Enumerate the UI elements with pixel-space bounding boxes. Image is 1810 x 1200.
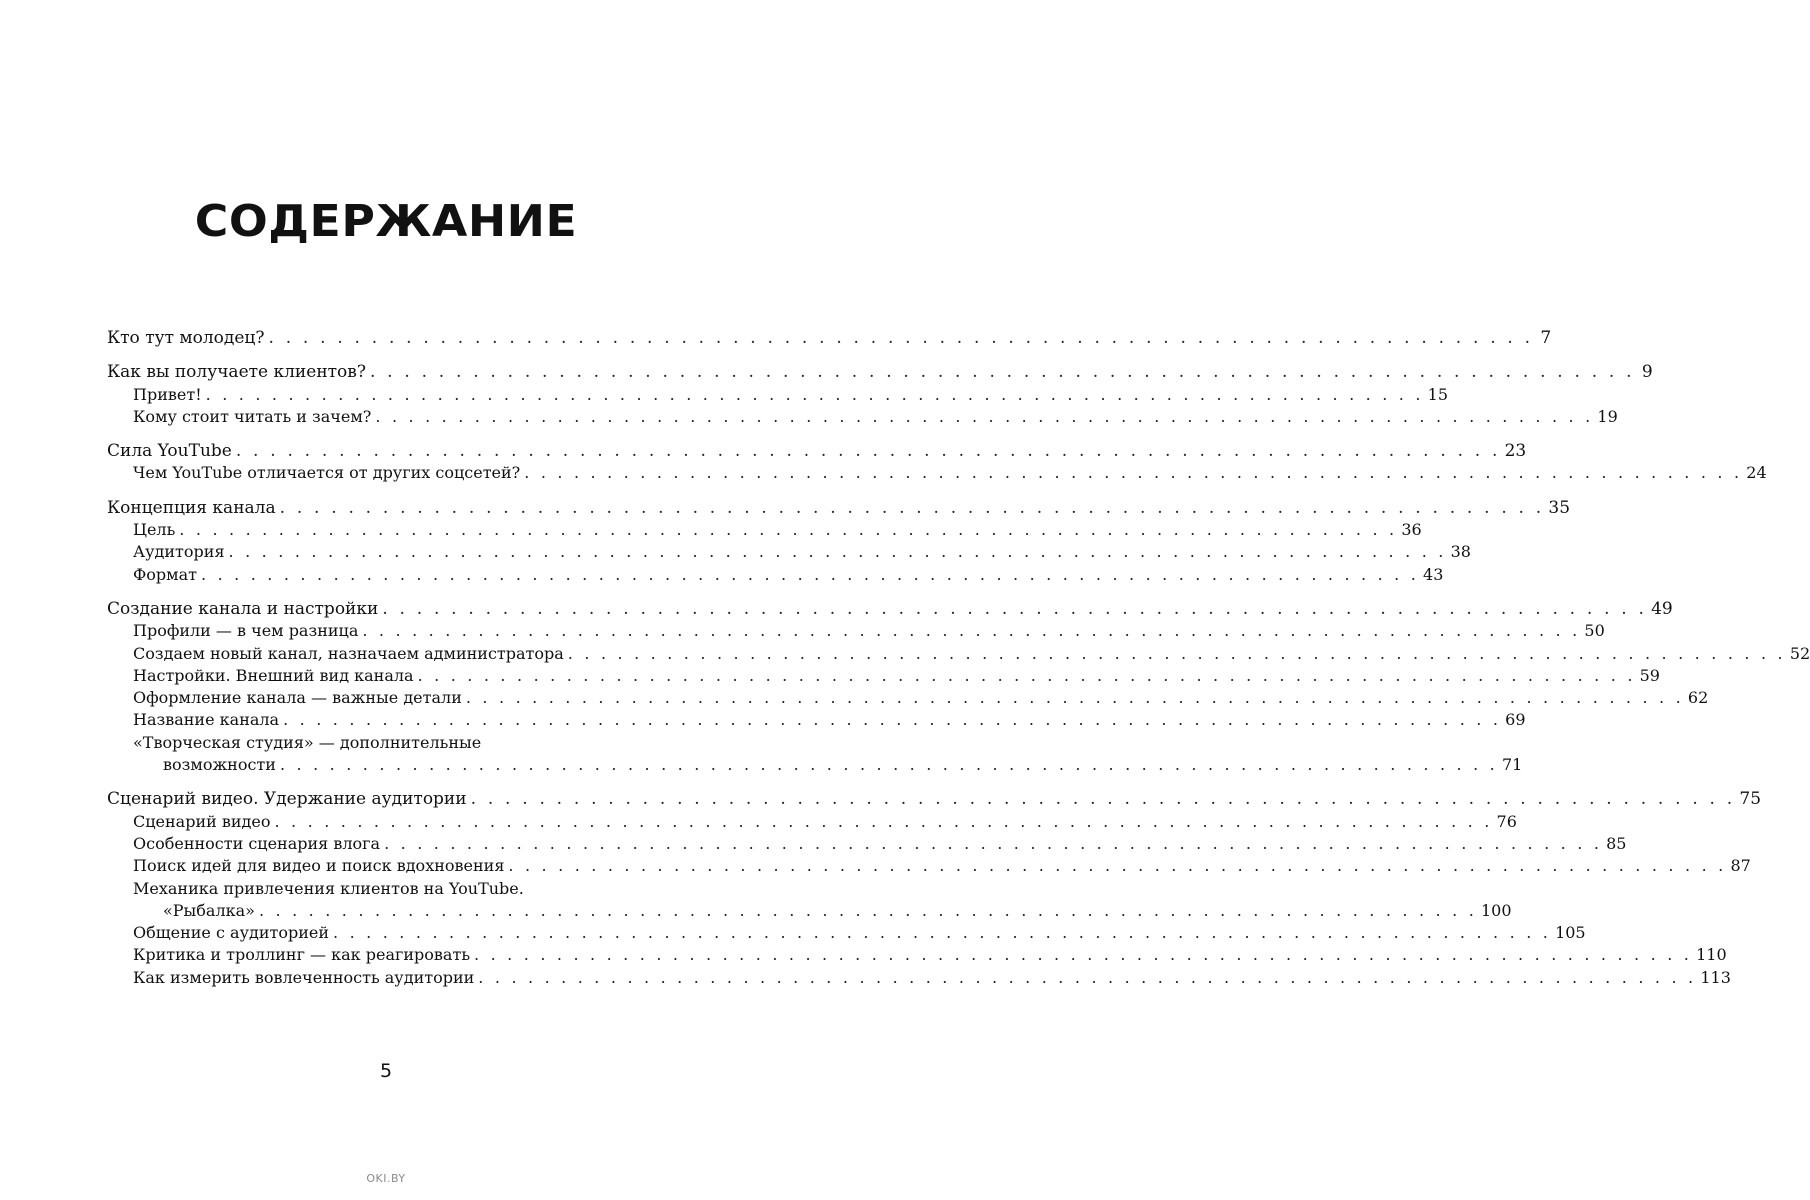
toc-subentry[interactable] [107, 541, 1471, 563]
dot-leader: . . . . . . . . . . . . . . . . . . . . . . . . . . . . . . . . . . . . . . . . . . . . . . . . . . . . . . . . . . . . . . . . . . . . . . . . . . [205, 384, 1424, 404]
toc-entry-title: Поиск идей для видео и поиск вдохновения [133, 856, 505, 876]
toc-chapter-entry[interactable] [107, 598, 1673, 620]
toc-entry-title: Профили — в чем разница [133, 621, 359, 641]
toc-subentry[interactable] [107, 922, 1586, 944]
dot-leader: . . . . . . . . . . . . . . . . . . . . . . . . . . . . . . . . . . . . . . . . . . . . . . . . . . . . . . . . . . . . . . . . . . . . . . . . . . [179, 520, 1398, 540]
toc-subentry[interactable] [107, 519, 1422, 541]
toc-entry-title: Название канала [133, 710, 280, 730]
toc-subentry-continuation[interactable] [107, 754, 1523, 776]
toc-subentry[interactable] [107, 564, 1444, 586]
dot-leader: . . . . . . . . . . . . . . . . . . . . . . . . . . . . . . . . . . . . . . . . . . . . . . . . . . . . . . . . . . . . . . . . . . . . . . . . . . [228, 542, 1447, 562]
dot-leader: . . . . . . . . . . . . . . . . . . . . . . . . . . . . . . . . . . . . . . . . . . . . . . . . . . . . . . . . . . . . . . . . . . . . . . . . . . [524, 463, 1743, 483]
toc-entry-title: Критика и троллинг — как реагировать [133, 945, 471, 965]
dot-leader: . . . . . . . . . . . . . . . . . . . . . . . . . . . . . . . . . . . . . . . . . . . . . . . . . . . . . . . . . . . . . . . . . . . . . . . . . . [201, 564, 1420, 584]
toc-entry-title: Настройки. Внешний вид канала [133, 665, 414, 685]
toc-entry-title: Сценарий видео. Удержание аудитории [107, 789, 467, 810]
toc-subentry[interactable] [107, 878, 610, 900]
dot-leader: . . . . . . . . . . . . . . . . . . . . . . . . . . . . . . . . . . . . . . . . . . . . . . . . . . . . . . . . . . . . . . . . . . . . . . . . . . [279, 497, 1545, 518]
dot-leader: . . . . . . . . . . . . . . . . . . . . . . . . . . . . . . . . . . . . . . . . . . . . . . . . . . . . . . . . . . . . . . . . . . . . . . . . . . [362, 621, 1581, 641]
toc-page-number: 62 [1687, 688, 1709, 708]
toc-section [107, 440, 1767, 485]
page-number: 5 [379, 1060, 393, 1082]
toc-section [107, 598, 1810, 776]
dot-leader: . . . . . . . . . . . . . . . . . . . . . . . . . . . . . . . . . . . . . . . . . . . . . . . . . . . . . . . . . . . . . . . . . . . . . . . . . . [384, 833, 1603, 853]
toc-chapter-entry[interactable] [107, 327, 1552, 349]
dot-leader: . . . . . . . . . . . . . . . . . . . . . . . . . . . . . . . . . . . . . . . . . . . . . . . . . . . . . . . . . . . . . . . . . . . . . . . . . . [279, 755, 1498, 775]
toc-entry-title: Сценарий видео [133, 811, 271, 831]
dot-leader: . . . . . . . . . . . . . . . . . . . . . . . . . . . . . . . . . . . . . . . . . . . . . . . . . . . . . . . . . . . . . . . . . . . . . . . . . . [268, 328, 1534, 348]
dot-leader: . . . . . . . . . . . . . . . . . . . . . . . . . . . . . . . . . . . . . . . . . . . . . . . . . . . . . . . . . . . . . . . . . . . . . . . . . . [283, 710, 1502, 730]
toc-page-number: 19 [1597, 406, 1618, 426]
toc-subentry[interactable] [107, 967, 1731, 989]
toc-entry-title: «Творческая студия» — дополнительные [133, 732, 482, 752]
toc-page-number: 7 [1540, 328, 1552, 348]
toc-subentry[interactable] [107, 709, 1526, 731]
dot-leader: . . . . . . . . . . . . . . . . . . . . . . . . . . . . . . . . . . . . . . . . . . . . . . . . . . . . . . . . . . . . . . . . . . . . . . . . . . [470, 789, 1736, 810]
toc-page-number: 9 [1641, 362, 1653, 383]
table-of-contents [107, 327, 1810, 1001]
toc-entry-title: Привет! [133, 384, 202, 404]
toc-subentry[interactable] [107, 462, 1767, 484]
toc-page-number: 43 [1423, 564, 1444, 584]
toc-entry-title: Цель [133, 520, 176, 540]
toc-chapter-entry[interactable] [107, 361, 1653, 383]
toc-page-number: 87 [1730, 856, 1751, 876]
toc-page-number: 50 [1584, 621, 1605, 641]
dot-leader: . . . . . . . . . . . . . . . . . . . . . . . . . . . . . . . . . . . . . . . . . . . . . . . . . . . . . . . . . . . . . . . . . . . . . . . . . . [375, 406, 1594, 426]
toc-page-number: 36 [1401, 520, 1422, 540]
toc-entry-title-continued: возможности [163, 755, 276, 775]
toc-subentry[interactable] [107, 665, 1660, 687]
dot-leader: . . . . . . . . . . . . . . . . . . . . . . . . . . . . . . . . . . . . . . . . . . . . . . . . . . . . . . . . . . . . . . . . . . . . . . . . . . [474, 945, 1693, 965]
toc-subentry[interactable] [107, 643, 1810, 665]
toc-page-number: 15 [1427, 384, 1449, 404]
toc-entry-title-continued: «Рыбалка» [163, 900, 255, 920]
dot-leader: . . . . . . . . . . . . . . . . . . . . . . . . . . . . . . . . . . . . . . . . . . . . . . . . . . . . . . . . . . . . . . . . . . . . . . . . . . [333, 923, 1552, 943]
toc-page-number: 52 [1789, 643, 1810, 663]
toc-page-number: 23 [1504, 441, 1527, 462]
toc-entry-title: Кому стоит читать и зачем? [133, 406, 372, 426]
toc-entry-title: Чем YouTube отличается от других соцсетей? [133, 463, 521, 483]
toc-entry-title: Как вы получаете клиентов? [107, 362, 366, 383]
toc-page-number: 69 [1505, 710, 1526, 730]
toc-entry-title: Механика привлечения клиентов на YouTube. [133, 878, 524, 898]
watermark: OKI.BY [366, 1172, 406, 1185]
toc-page-number: 38 [1450, 542, 1471, 562]
dot-leader: . . . . . . . . . . . . . . . . . . . . . . . . . . . . . . . . . . . . . . . . . . . . . . . . . . . . . . . . . . . . . . . . . . . . . . . . . . [508, 856, 1727, 876]
toc-page-number: 71 [1501, 755, 1523, 775]
toc-subentry[interactable] [107, 406, 1618, 428]
toc-page-number: 100 [1481, 900, 1512, 920]
toc-entry-title: Особенности сценария влога [133, 833, 381, 853]
toc-entry-title: Создаем новый канал, назначаем администратора [133, 643, 564, 663]
toc-section [107, 497, 1571, 586]
toc-entry-title: Оформление канала — важные детали [133, 688, 462, 708]
toc-entry-title: Формат [133, 564, 197, 584]
toc-page-number: 59 [1639, 665, 1660, 685]
toc-subentry[interactable] [107, 620, 1605, 642]
dot-leader: . . . . . . . . . . . . . . . . . . . . . . . . . . . . . . . . . . . . . . . . . . . . . . . . . . . . . . . . . . . . . . . . . . . . . . . . . . [274, 811, 1493, 831]
toc-chapter-entry[interactable] [107, 440, 1527, 462]
toc-page-number: 75 [1739, 789, 1762, 810]
toc-section [107, 361, 1653, 428]
toc-page-number: 49 [1651, 598, 1673, 619]
toc-page-number: 35 [1548, 497, 1571, 518]
toc-page-number: 113 [1700, 967, 1731, 987]
dot-leader: . . . . . . . . . . . . . . . . . . . . . . . . . . . . . . . . . . . . . . . . . . . . . . . . . . . . . . . . . . . . . . . . . . . . . . . . . . [382, 598, 1648, 619]
toc-page-number: 105 [1555, 923, 1586, 943]
dot-leader: . . . . . . . . . . . . . . . . . . . . . . . . . . . . . . . . . . . . . . . . . . . . . . . . . . . . . . . . . . . . . . . . . . . . . . . . . . [235, 441, 1501, 462]
dot-leader: . . . . . . . . . . . . . . . . . . . . . . . . . . . . . . . . . . . . . . . . . . . . . . . . . . . . . . . . . . . . . . . . . . . . . . . . . . [417, 665, 1636, 685]
dot-leader: . . . . . . . . . . . . . . . . . . . . . . . . . . . . . . . . . . . . . . . . . . . . . . . . . . . . . . . . . . . . . . . . . . . . . . . . . . [258, 900, 1477, 920]
toc-subentry[interactable] [107, 855, 1751, 877]
toc-entry-title: Как измерить вовлеченность аудитории [133, 967, 475, 987]
toc-entry-title: Кто тут молодец? [107, 328, 265, 348]
toc-page-number: 85 [1606, 833, 1627, 853]
toc-subentry[interactable] [107, 811, 1517, 833]
toc-entry-title: Аудитория [133, 542, 225, 562]
toc-section [107, 327, 1552, 349]
toc-entry-title: Концепция канала [107, 497, 276, 518]
toc-page-number: 24 [1746, 463, 1767, 483]
dot-leader: . . . . . . . . . . . . . . . . . . . . . . . . . . . . . . . . . . . . . . . . . . . . . . . . . . . . . . . . . . . . . . . . . . . . . . . . . . [567, 643, 1786, 663]
dot-leader: . . . . . . . . . . . . . . . . . . . . . . . . . . . . . . . . . . . . . . . . . . . . . . . . . . . . . . . . . . . . . . . . . . . . . . . . . . [465, 688, 1684, 708]
toc-subentry[interactable] [107, 833, 1627, 855]
toc-entry-title: Общение с аудиторией [133, 923, 330, 943]
toc-subentry[interactable] [107, 384, 1449, 406]
page-title: СОДЕРЖАНИЕ [194, 196, 578, 247]
toc-chapter-entry[interactable] [107, 788, 1762, 810]
toc-entry-title: Сила YouTube [107, 441, 232, 462]
toc-subentry-continuation[interactable] [107, 900, 1512, 922]
dot-leader: . . . . . . . . . . . . . . . . . . . . . . . . . . . . . . . . . . . . . . . . . . . . . . . . . . . . . . . . . . . . . . . . . . . . . . . . . . [478, 967, 1697, 987]
toc-page-number: 76 [1496, 811, 1517, 831]
toc-subentry[interactable] [107, 687, 1709, 709]
toc-entry-title: Создание канала и настройки [107, 598, 379, 619]
dot-leader: . . . . . . . . . . . . . . . . . . . . . . . . . . . . . . . . . . . . . . . . . . . . . . . . . . . . . . . . . . . . . . . . . . . . . . . . . . [369, 362, 1635, 383]
toc-section [107, 788, 1762, 989]
toc-subentry[interactable] [107, 944, 1727, 966]
toc-chapter-entry[interactable] [107, 497, 1571, 519]
toc-page-number: 110 [1696, 945, 1727, 965]
toc-subentry[interactable] [107, 732, 610, 754]
